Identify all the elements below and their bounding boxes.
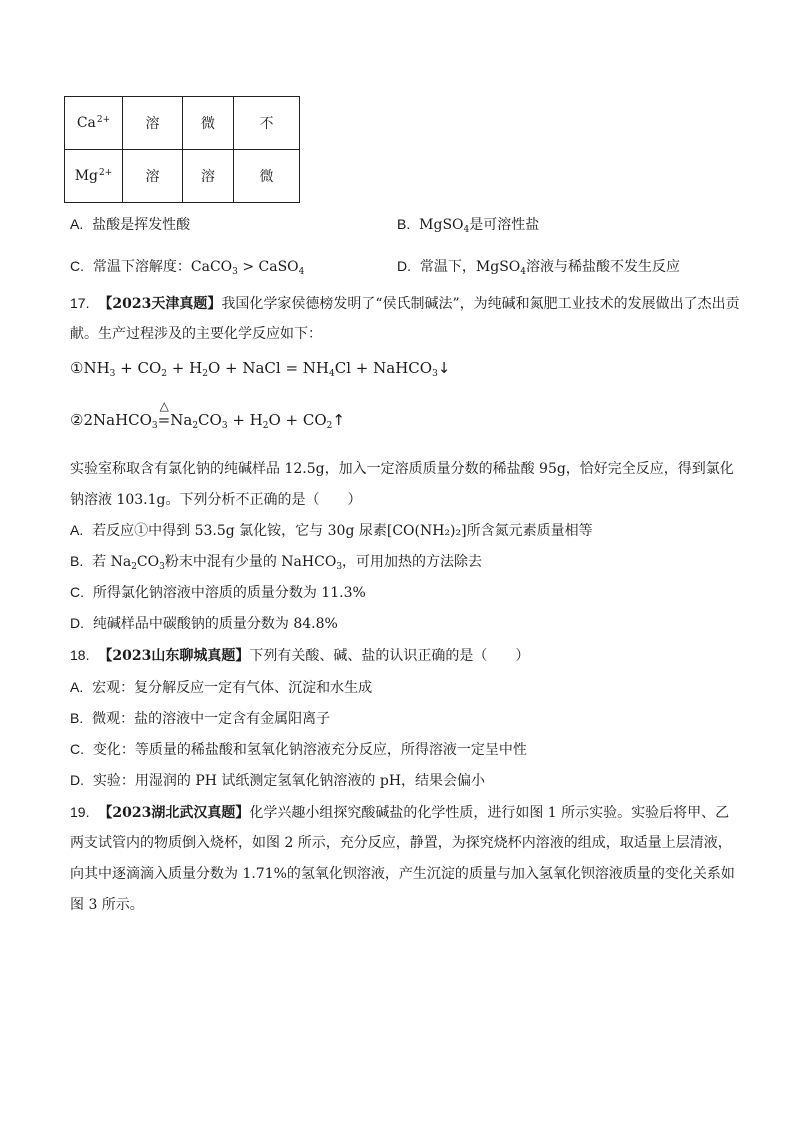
option-letter: A. xyxy=(70,679,84,695)
option-text: 是可溶性盐 xyxy=(469,217,540,233)
table-cell: 溶 xyxy=(123,150,183,203)
option-text: 所得氯化钠溶液中溶质的质量分数为 11.3% xyxy=(92,585,366,601)
gas-arrow-icon: ↑ xyxy=(332,411,345,429)
q17-stem-line1 xyxy=(70,293,740,314)
delta-icon: △ xyxy=(159,399,169,413)
subscript: 3 xyxy=(232,267,238,277)
option-text: 粉末中混有少量的 NaHCO xyxy=(164,554,337,570)
option-letter: B. xyxy=(70,710,84,726)
question-source-tag: 【2023湖北武汉真题】 xyxy=(98,805,250,821)
subscript: 3 xyxy=(109,369,116,379)
q17-option-a xyxy=(70,520,593,541)
option-text: > CaSO xyxy=(237,259,299,275)
subscript: 4 xyxy=(329,369,335,379)
option-letter: B. xyxy=(70,553,84,569)
option-letter: A. xyxy=(70,216,84,232)
eq-text: + H xyxy=(167,359,203,377)
eq-text: NH xyxy=(83,359,110,377)
subscript: 4 xyxy=(463,225,470,235)
equation-mark: ② xyxy=(70,411,84,429)
eq-text: Na xyxy=(170,411,193,429)
subscript: 2 xyxy=(192,421,199,431)
equation-1 xyxy=(70,358,450,384)
q19-stem-line2: 两支试管内的物质倒入烧杯，如图 2 所示，充分反应，静置，为探究烧杯内溶液的组成，取适量上层清液， xyxy=(70,835,732,851)
subscript: 3 xyxy=(159,562,165,572)
q18-option-d xyxy=(70,770,485,791)
q17-stem-line2: 献。生产过程涉及的主要化学反应如下： xyxy=(70,326,322,342)
subscript: 2 xyxy=(161,369,168,379)
eq-text: CO xyxy=(198,411,222,429)
subscript: 2 xyxy=(202,369,208,379)
subscript: 4 xyxy=(298,267,305,277)
option-text: 常温下，MgSO xyxy=(419,259,521,275)
option-text: 常温下溶解度：CaCO xyxy=(92,259,233,275)
subscript: 2 xyxy=(326,421,333,431)
option-text: 纯碱样品中碳酸钠的质量分数为 84.8% xyxy=(92,616,338,632)
option-text: 宏观：复分解反应一定有气体、沉淀和水生成 xyxy=(92,680,373,696)
option-letter: D. xyxy=(397,258,411,274)
question-number: 18. xyxy=(70,647,90,663)
table-cell: 溶 xyxy=(183,150,234,203)
q18-option-c xyxy=(70,739,527,760)
option-letter: A. xyxy=(70,522,84,538)
table-cell: 溶 xyxy=(123,97,183,150)
eq-text: Cl + NaHCO xyxy=(334,359,433,377)
question-number: 17. xyxy=(70,295,90,311)
eq-text: O + CO xyxy=(268,411,327,429)
option-text: 若 Na xyxy=(92,554,132,570)
table-row xyxy=(65,97,300,150)
subscript: 3 xyxy=(221,421,228,431)
equation-mark: ① xyxy=(70,359,84,377)
table-cell: 微 xyxy=(234,150,300,203)
q18-option-a xyxy=(70,677,372,698)
ion-cell xyxy=(65,150,123,203)
equals-sign: = xyxy=(157,411,171,429)
option-letter: C. xyxy=(70,258,84,274)
table-cell: 微 xyxy=(183,97,234,150)
q17-option-c xyxy=(70,582,366,603)
subscript: 3 xyxy=(432,369,438,379)
q16-option-b xyxy=(397,214,539,240)
q18-stem xyxy=(70,645,529,666)
question-number: 19. xyxy=(70,804,90,820)
q19-stem-line3: 向其中逐滴滴入质量分数为 1.71%的氢氧化钡溶液，产生沉淀的质量与加入氢氧化钡溶液质量的变化关系如 xyxy=(70,866,735,882)
option-text: 溶液与稀盐酸不发生反应 xyxy=(526,259,681,275)
ion-charge: 2+ xyxy=(99,168,113,178)
option-letter: D. xyxy=(70,615,84,631)
q17-option-b xyxy=(70,551,482,577)
ion-cell xyxy=(65,97,123,150)
question-stem: 化学兴趣小组探究酸碱盐的化学性质，进行如图 1 所示实验。实验后将甲、乙 xyxy=(249,805,730,821)
q16-option-c xyxy=(70,256,304,282)
option-text: MgSO xyxy=(419,217,464,233)
eq-text: 2NaHCO xyxy=(83,411,152,429)
q19-stem-line4: 图 3 所示。 xyxy=(70,897,144,913)
q17-option-d xyxy=(70,613,338,634)
table-row xyxy=(65,150,300,203)
ion-symbol: Mg xyxy=(74,168,98,184)
option-letter: B. xyxy=(397,216,411,232)
option-letter: C. xyxy=(70,741,84,757)
option-text: 盐酸是挥发性酸 xyxy=(92,217,191,233)
option-text: ，可用加热的方法除去 xyxy=(342,554,483,570)
table-cell: 不 xyxy=(234,97,300,150)
option-letter: C. xyxy=(70,584,84,600)
question-source-tag: 【2023山东聊城真题】 xyxy=(98,648,250,664)
ion-charge: 2+ xyxy=(96,115,111,125)
q16-option-d xyxy=(397,256,680,282)
heat-condition xyxy=(157,399,171,430)
q17-body-line2: 钠溶液 103.1g。下列分析不正确的是（ ） xyxy=(70,492,362,508)
question-source-tag: 【2023天津真题】 xyxy=(98,296,222,312)
option-text: 微观：盐的溶液中一定含有金属阳离子 xyxy=(92,711,331,727)
option-letter: D. xyxy=(70,772,84,788)
ion-symbol: Ca xyxy=(76,115,96,131)
option-text: 实验：用湿润的 PH 试纸测定氢氧化钠溶液的 pH，结果会偏小 xyxy=(92,773,486,789)
q19-stem-line1 xyxy=(70,802,729,823)
subscript: 3 xyxy=(336,562,343,572)
question-stem: 我国化学家侯德榜发明了“侯氏制碱法”，为纯碱和氮肥工业技术的发展做出了杰出贡 xyxy=(221,296,740,312)
question-stem: 下列有关酸、碱、盐的认识正确的是（ ） xyxy=(249,648,530,664)
subscript: 2 xyxy=(131,562,137,572)
subscript: 3 xyxy=(151,421,158,431)
option-text: 若反应①中得到 53.5g 氯化铵，它与 30g 尿素[CO(NH₂)₂]所含氮元素质量相等 xyxy=(92,523,593,539)
option-text: 变化：等质量的稀盐酸和氢氧化钠溶液充分反应，所得溶液一定呈中性 xyxy=(92,742,527,758)
eq-text: + H xyxy=(227,411,263,429)
subscript: 4 xyxy=(520,267,527,277)
solubility-table xyxy=(64,96,300,203)
precipitate-arrow-icon: ↓ xyxy=(437,359,451,377)
option-text: CO xyxy=(136,554,160,570)
q16-option-a xyxy=(70,214,190,235)
eq-text: + CO xyxy=(115,359,162,377)
q17-body-line1: 实验室称取含有氯化钠的纯碱样品 12.5g，加入一定溶质质量分数的稀盐酸 95g，恰好完全反应，得到氯化 xyxy=(70,461,734,477)
q18-option-b xyxy=(70,708,330,729)
equation-2 xyxy=(70,399,345,436)
subscript: 2 xyxy=(262,421,269,431)
eq-text: O + NaCl = NH xyxy=(207,359,330,377)
